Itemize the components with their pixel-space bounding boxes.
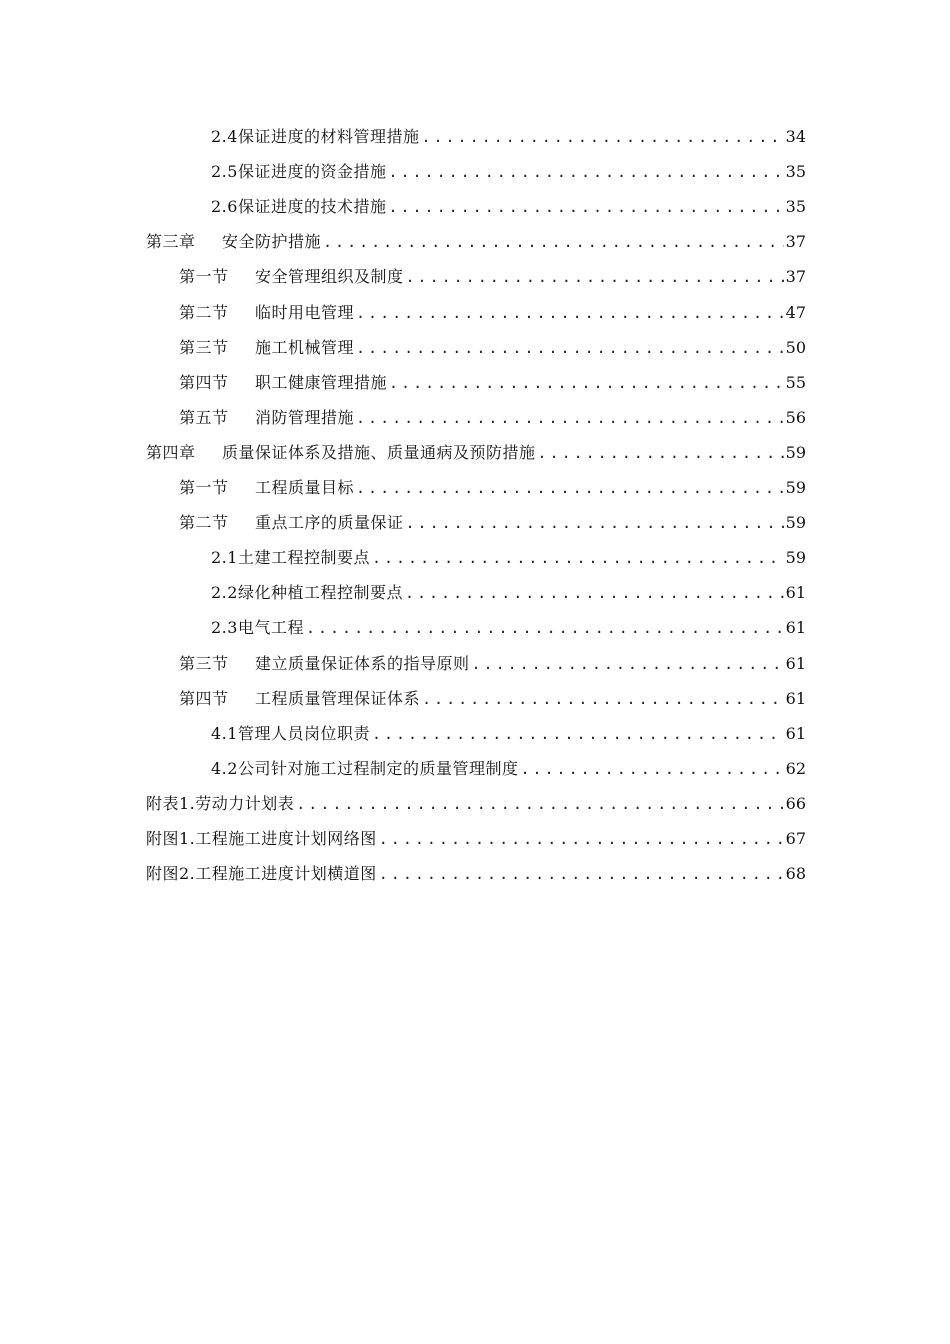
toc-entry-title	[211, 610, 304, 645]
dot-leader	[520, 752, 783, 787]
toc-entry[interactable]	[179, 400, 806, 435]
toc-entry[interactable]	[146, 856, 806, 891]
toc-entry-title	[146, 435, 536, 470]
toc-page-number: 66	[785, 793, 806, 813]
toc-entry-text: 2.4保证进度的材料管理措施	[211, 127, 420, 146]
toc-entry[interactable]	[146, 435, 806, 470]
toc-page-number: 59	[785, 478, 806, 497]
toc-entry-title	[179, 470, 354, 505]
section-number: 第四节	[179, 372, 229, 392]
section-number: 第五节	[179, 407, 229, 427]
chapter-number: 第四章	[146, 442, 196, 462]
toc-entry[interactable]	[146, 821, 806, 856]
toc-entry-title	[179, 259, 404, 294]
toc-page-number: 37	[785, 267, 806, 287]
toc-page-number: 62	[785, 758, 806, 778]
toc-entry-title	[179, 330, 354, 365]
toc-entry[interactable]	[179, 365, 806, 400]
toc-page-number: 59	[785, 513, 806, 533]
toc-entry-title	[211, 540, 370, 575]
toc-entry-title	[211, 119, 419, 154]
toc-page-number: 61	[785, 583, 806, 603]
dot-leader	[306, 611, 784, 646]
toc-page-number: 56	[785, 407, 806, 427]
toc-entry-text: 2.2绿化种植工程控制要点	[211, 583, 403, 603]
dot-leader	[379, 822, 784, 857]
toc-entry[interactable]	[146, 786, 806, 821]
toc-page-number: 61	[785, 653, 806, 673]
section-number: 第一节	[179, 267, 229, 287]
toc-entry-title	[211, 154, 386, 189]
toc-entry-text: 消防管理措施	[255, 407, 355, 427]
toc-entry[interactable]	[211, 751, 806, 786]
dot-leader	[405, 576, 784, 611]
toc-entry-text: 质量保证体系及措施、质量通病及预防措施	[222, 442, 536, 462]
section-number: 第四节	[179, 688, 229, 708]
toc-entry[interactable]	[211, 119, 806, 154]
toc-entry[interactable]	[211, 154, 806, 189]
dot-leader	[372, 717, 784, 752]
dot-leader	[296, 787, 783, 822]
toc-page-number: 59	[785, 548, 806, 568]
toc-entry[interactable]	[179, 505, 806, 540]
dot-leader	[356, 471, 784, 506]
toc-entry-title	[211, 575, 403, 610]
toc-entry-text: 2.5保证进度的资金措施	[211, 162, 387, 182]
toc-entry-text: 施工机械管理	[255, 337, 355, 357]
dot-leader	[388, 155, 783, 190]
toc-entry-title	[179, 646, 470, 681]
toc-page-number: 55	[785, 372, 806, 392]
toc-entry-title	[146, 786, 294, 821]
toc-entry[interactable]	[179, 470, 806, 505]
dot-leader	[389, 366, 784, 401]
toc-entry-title	[146, 224, 321, 259]
toc-page-number: 35	[785, 162, 806, 182]
chapter-number: 第三章	[146, 232, 196, 252]
toc-entry[interactable]	[179, 330, 806, 365]
toc-page-number: 47	[785, 302, 806, 322]
toc-entry-text: 工程质量管理保证体系	[255, 688, 421, 708]
dot-leader	[372, 541, 784, 576]
dot-leader	[356, 401, 784, 436]
dot-leader	[538, 436, 784, 471]
section-number: 第三节	[179, 653, 229, 673]
toc-entry-title	[179, 505, 404, 540]
dot-leader	[388, 190, 783, 225]
toc-page-number: 61	[785, 618, 806, 638]
toc-entry-title	[179, 681, 420, 716]
toc-entry-text: 安全管理组织及制度	[255, 267, 404, 287]
toc-entry-title	[179, 365, 387, 400]
toc-page-number: 67	[785, 829, 806, 848]
section-number: 第二节	[179, 302, 229, 322]
toc-entry-text: 2.6保证进度的技术措施	[211, 197, 387, 217]
toc-entry-title	[146, 856, 377, 891]
toc-entry-title	[211, 716, 370, 751]
toc-page-number: 61	[785, 688, 806, 708]
dot-leader	[406, 506, 784, 541]
toc-entry-text: 建立质量保证体系的指导原则	[255, 653, 470, 673]
toc-entry[interactable]	[211, 575, 806, 610]
dot-leader	[323, 225, 784, 260]
toc-entry[interactable]	[179, 646, 806, 681]
toc-entry[interactable]	[179, 681, 806, 716]
toc-page-number: 35	[785, 197, 806, 217]
toc-page-number: 59	[785, 442, 806, 462]
section-number: 第二节	[179, 513, 229, 533]
dot-leader	[406, 260, 784, 295]
toc-entry-title	[211, 189, 386, 224]
toc-entry[interactable]	[211, 716, 806, 751]
toc-entry-title	[211, 751, 518, 786]
toc-entry-title	[146, 821, 377, 856]
toc-entry-title	[179, 400, 354, 435]
toc-entry[interactable]	[179, 259, 806, 294]
toc-page-number: 34	[785, 127, 806, 146]
toc-entry-text: 附图2.工程施工进度计划横道图	[146, 864, 377, 884]
dot-leader	[379, 857, 784, 892]
toc-page-number: 37	[785, 232, 806, 252]
toc-entry-text: 2.1土建工程控制要点	[211, 548, 370, 568]
toc-entry[interactable]	[211, 189, 806, 224]
dot-leader	[356, 296, 784, 331]
dot-leader	[472, 647, 784, 682]
toc-entry[interactable]	[211, 540, 806, 575]
toc-entry-text: 附表1.劳动力计划表	[146, 793, 295, 813]
toc-entry-text: 安全防护措施	[222, 232, 322, 252]
dot-leader	[421, 120, 783, 155]
toc-entry-text: 4.2公司针对施工过程制定的质量管理制度	[211, 758, 519, 778]
toc-entry-title	[179, 295, 354, 330]
dot-leader	[422, 682, 784, 717]
toc-page-number: 61	[785, 723, 806, 743]
dot-leader	[356, 331, 784, 366]
toc-entry-text: 2.3电气工程	[211, 618, 304, 638]
toc-page-number: 68	[785, 864, 806, 884]
toc-entry-text: 临时用电管理	[255, 302, 355, 322]
toc-entry[interactable]	[179, 295, 806, 330]
toc-page-number: 50	[785, 337, 806, 357]
toc-entry-text: 重点工序的质量保证	[255, 513, 404, 533]
toc-entry-text: 附图1.工程施工进度计划网络图	[146, 829, 377, 848]
toc-entry[interactable]	[146, 224, 806, 259]
toc-entry-text: 职工健康管理措施	[255, 372, 388, 392]
section-number: 第一节	[179, 478, 229, 497]
toc-entry-text: 工程质量目标	[255, 478, 355, 497]
toc-entry-text: 4.1管理人员岗位职责	[211, 723, 370, 743]
section-number: 第三节	[179, 337, 229, 357]
toc-entry[interactable]	[211, 610, 806, 645]
